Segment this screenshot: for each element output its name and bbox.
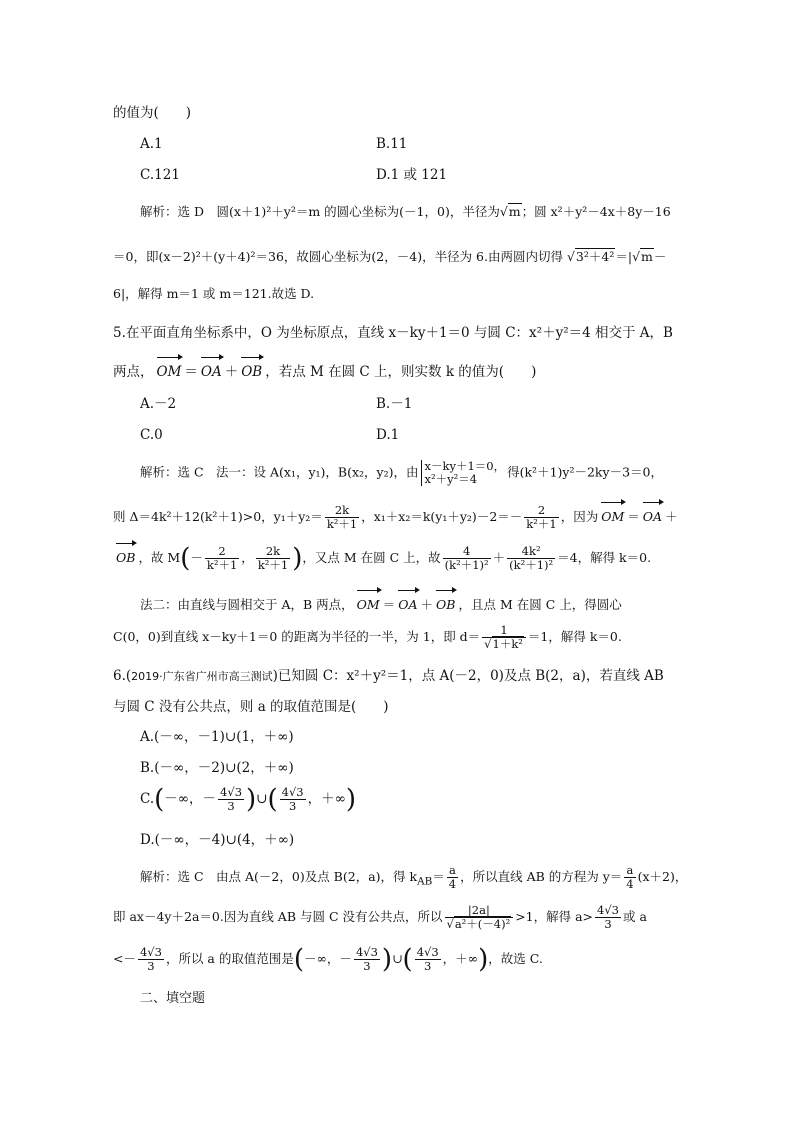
q5-solution-label: 解析：选 C [140,464,204,480]
q6-option-a: A.(－∞，－1)∪(1，＋∞) [140,729,294,745]
q6-option-d: D.(－∞，－4)∪(4，＋∞) [140,832,295,848]
equation-system: x－ky＋1＝0， x²＋y²＝4 [421,460,506,486]
vector-oa: OA [201,355,222,383]
q4-option-a: A.1 [140,136,163,152]
q6-solution-line2: 即 ax－4y＋2a＝0.因为直线 AB 与圆 C 没有公共点，所以 $\frac{|2a|}{\text{√a²＋(－4)²}}$ >1，解得 a> $\frac{4√3}{3}$ 或 a [113,903,647,931]
q4-solution-label: 解析：选 D [140,204,204,219]
q5-option-d: D.1 [376,427,400,443]
q5-option-b: B.－1 [376,396,413,412]
q6-stem-line2: 与圆 C 没有公共点，则 a 的取值范围是( ) [113,699,389,715]
q5-stem-line2: 两点， OM ＝ OA ＋ OB ，若点 M 在圆 C 上，则实数 k 的值为( ) [113,355,683,383]
q4-option-b: B.11 [376,136,408,152]
section-heading: 二、填空题 [140,991,206,1006]
q5-solution-line3: OB ，故 M(－ $\frac{2}{\text{k²＋1}}$ ， $\frac{2k}{\text{k²＋1}}$ )，又点 M 在圆 C 上，故 $\frac{4}{\text{(k²＋1)²}}$ ＋ $\frac{\text{4k²}}{\text{(k²＋1)²}}$ ＝4，解得 k＝0. [113,541,683,572]
q4-solution-line1: 解析：选 D 圆(x＋1)²＋y²＝m 的圆心坐标为(－1，0)，半径为√m；圆 x²＋y²－4x＋8y－16 [140,204,671,219]
q6-stem-line1: 6.(2019·广东省广州市高三测试)已知圆 C：x²＋y²＝1，点 A(－2，0)及点 B(2，a)，若直线 AB [113,668,664,684]
q5-solution-line1: 解析：选 C 法一：设 A(x₁，y₁)，B(x₂，y₂)，由 x－ky＋1＝0， x²＋y²＝4 得(k²＋1)y²－2ky－3＝0， [140,459,663,486]
q4-option-c: C.121 [140,167,180,183]
q4-stem [113,102,683,124]
fraction: $\frac{2}{\text{k²＋1}}$ [526,503,557,531]
q5-option-c: C.0 [140,427,163,443]
q5-stem-line1: 5.在平面直角坐标系中，O 为坐标原点，直线 x－ky＋1＝0 与圆 C：x²＋y²＝4 相交于 A，B [113,325,673,341]
q4-option-d: D.1 或 121 [376,167,448,183]
q5-method2-line1: 法二：由直线与圆相交于 A，B 两点， OM ＝ OA ＋ OB ，且点 M 在圆 C 上，得圆心 [140,588,710,616]
q5-solution-line2: 则 Δ＝4k²＋12(k²＋1)>0，y₁＋y₂＝ $\frac{2k}{\text{k²＋1}}$ ，x₁＋x₂＝k(y₁＋y₂)－2＝－ $\frac{2}{\text{k²＋1}}$ ，因为 OM ＝ OA ＋ [113,500,683,531]
q4-stem-text: 的值为( ) [113,105,192,121]
vector-om: OM [157,355,182,383]
q4-solution-line2: ＝0，即(x－2)²＋(y＋4)²＝36，故圆心坐标为(2，－4)，半径为 6.由两圆内切得 √3²＋4²＝|√m－ [113,249,667,264]
q6-option-b: B.(－∞，－2)∪(2，＋∞) [140,760,294,776]
q6-option-c: C.(－∞，－ $\frac{4√3}{3}$ )∪( $\frac{4√3}{3}$ ，＋∞) [140,784,357,815]
fraction: $\frac{2k}{\text{k²＋1}}$ [326,503,358,531]
q6-solution-label: 解析：选 C [140,869,204,884]
q6-solution-line1: 解析：选 C 由点 A(－2，0)及点 B(2，a)，得 $k_{AB}=$ $\frac{a}{4}$ ，所以直线 AB 的方程为 y＝ $\frac{a}{4}$ (x＋2)， [140,863,688,891]
q6-source: 2019·广东省广州市高三测试 [131,670,273,683]
vector-ob: OB [241,355,262,383]
q5-method2-line2: C(0，0)到直线 x－ky＋1＝0 的距离为半径的一半，为 1，即 d＝ $\frac{1}{\text{√1＋k²}}$ ＝1，解得 k＝0. [113,623,622,651]
q4-solution-line3: 6|，解得 m＝1 或 m＝121.故选 D. [113,286,315,301]
q5-option-a: A.－2 [140,396,177,412]
q6-solution-line3: <－ $\frac{4√3}{3}$ ，所以 a 的取值范围是(－∞，－ $\frac{4√3}{3}$ )∪( $\frac{4√3}{3}$ ，＋∞)，故选 C. [113,944,543,975]
